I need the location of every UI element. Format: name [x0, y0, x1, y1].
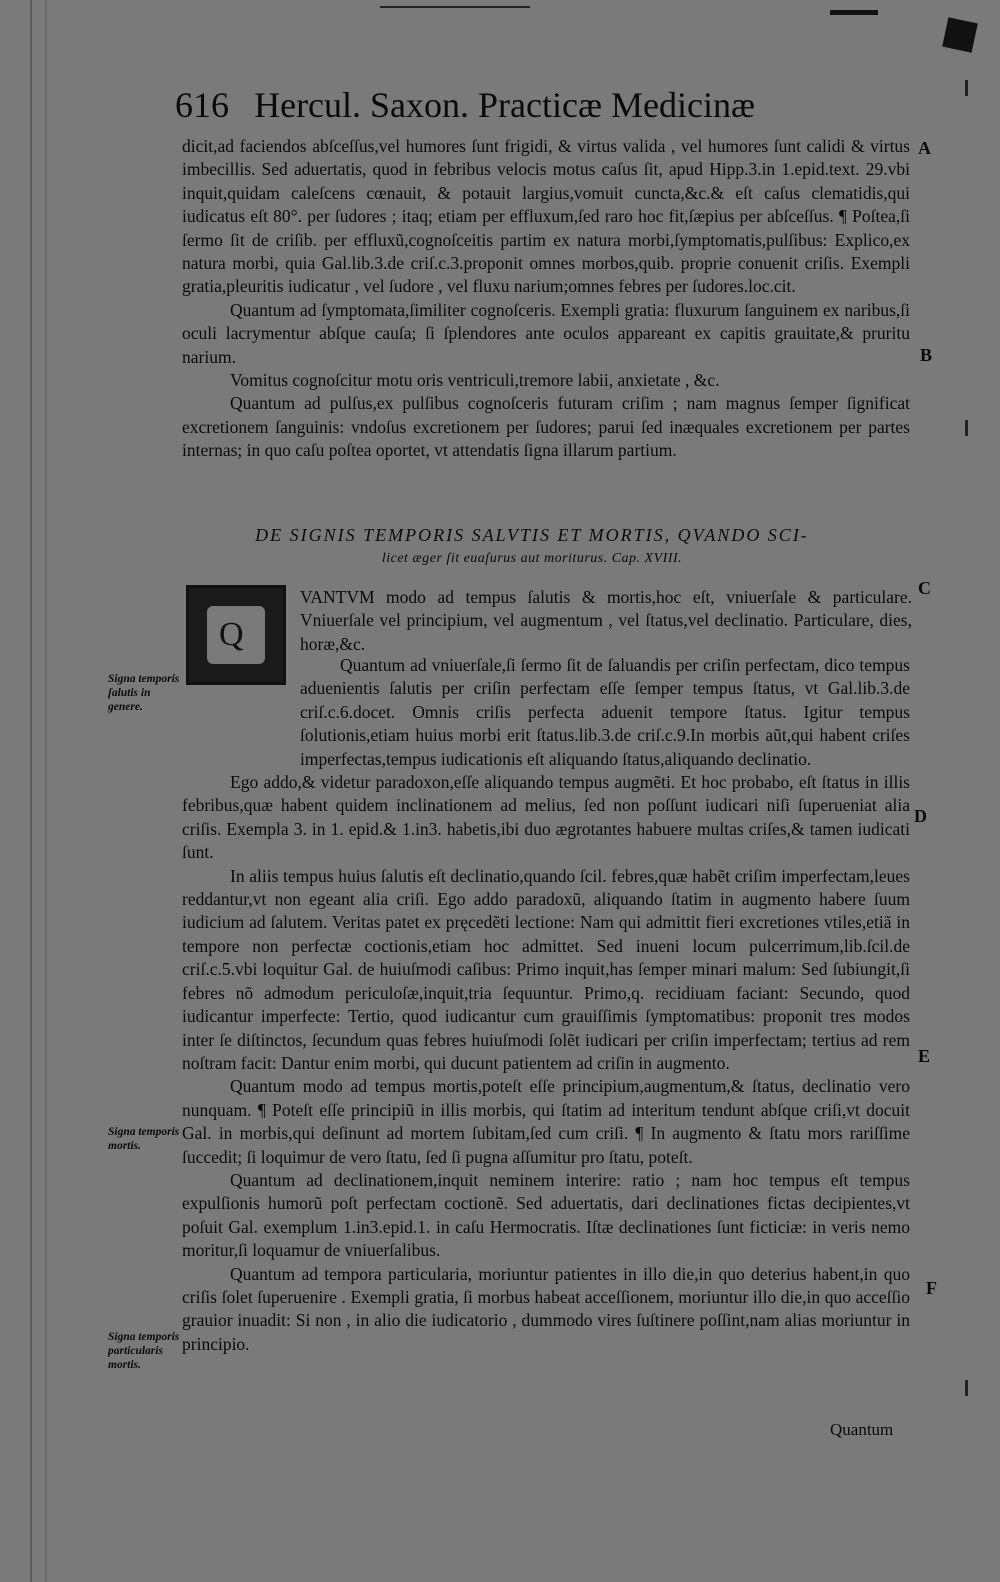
- paragraph: In aliis tempus huius ſalutis eſt declinatio,quando ſcil. febres,quæ habẽt criſim imperfectam,leues reddantur,vt non egeant alia criſi. Ego addo paradoxũ, aliquando ſtatim in augmento habere ſuum iudicium ad ſalutem. Veritas patet ex pręcedẽti lectione: Nam qui admittit fieri excretiones vtiles,etiã in tempore non perfectæ coctionis,etiam hoc admittet. Sed inueni locum pulcerrimum,lib.ſcil.de criſ.c.5.vbi loquitur Gal. de huiuſmodi caſibus: Primo inquit,has ſemper minari malum: Sed ſubiungit,ſi febres nõ admodum periculoſæ,inquit,tria ſequuntur. Primo,q. recidiuam faciant: Secundo, quod iudicantur imperfecte: Tertio, quod iudicantur cum grauiſſimis ſymptomatibus: proponit tres modos inter ſe diſtinctos, ſecundum quas febres huiuſmodi ſolẽt iudicari per criſin imperfectam; tertius ad rem noſtram facit: Dantur enim morbi, qui ducunt patientem ad criſin in augmento.: [182, 865, 910, 1073]
- paragraph: Quantum ad ſymptomata,ſimiliter cognoſceris. Exempli gratia: fluxurum ſanguinem ex naribus,ſi oculi lacrymentur abſque cauſa; ſi ſplendores ante oculos appareant ex capitis grauitate,& pruritu narium.: [182, 299, 910, 367]
- paragraph: Vomitus cognoſcitur motu oris ventriculi,tremore labii, anxietate , &c.: [230, 370, 720, 391]
- margin-note-particularis: Signa temporis particularis mortis.: [108, 1331, 180, 1371]
- running-title: Hercul. Saxon. Practicæ Medicinæ: [254, 85, 755, 125]
- text-block-a: [182, 135, 910, 463]
- ink-blot: [942, 17, 978, 53]
- paragraph: Quantum ad vniuerſale,ſi ſermo ſit de ſaluandis per criſin perfectam, dico tempus aduenientis ſalutis per criſin perfectam eſſe ſemper tempus ſtatus, vt Gal.lib.3.de criſ.c.6.docet. Omnis criſis perfecta aduenit tempore ſtatus. Igitur tempus ſolutionis,etiam huius morbi erit ſtatus.lib.3.de criſ.c.9.In morbis aũt,qui habent criſes imperfectas,tempus iudicationis eſt aliquando ſtatus,aliquando declinatio.: [300, 655, 910, 769]
- side-letter-c: C: [918, 578, 931, 598]
- side-letter-a: A: [918, 138, 931, 158]
- ink-mark: [830, 10, 878, 15]
- gutter-shadow-inner: [45, 0, 47, 1582]
- paragraph: Quantum ad pulſus,ex pulſibus cognoſceris futuram criſim ; nam magnus ſemper ſignificat excretionem ſanguinis: vndoſus excretionem per ſudores; parui ſed inæquales excretionem per partes internas; in quo caſu poſtea oportet, vt attendatis ſigna illarum partium.: [182, 393, 910, 461]
- edge-mark: [965, 80, 968, 96]
- chapter-title-line2: licet æger ſit euaſurus aut moriturus. Cap. XVIII.: [381, 551, 683, 566]
- text-block-c: [182, 654, 910, 1356]
- side-letter-b: B: [920, 345, 933, 365]
- side-letter-e: E: [918, 1046, 931, 1066]
- text-block-b: [300, 586, 912, 656]
- chapter-title-line1: DE SIGNIS TEMPORIS SALVTIS ET MORTIS, QVANDO SCI-: [255, 525, 809, 545]
- page-number: 616: [175, 85, 229, 125]
- paragraph: Quantum modo ad tempus mortis,poteſt eſſe principium,augmentum,& ſtatus, declinatio vero nunquam. ¶ Poteſt eſſe principiũ in illis morbis, qui ſtatim ad interitum tendunt abſque criſi,vt docuit Gal. in morbis,qui deſinunt ad mortem ſubitam,ſed cum criſi. ¶ In augmento & ſtatu mors rariſſime ſuccedit; ſi loquimur de vero ſtatu, ſed ſi pugna aſſumitur pro ſtatu, poteſt.: [182, 1076, 910, 1167]
- edge-mark: [965, 420, 968, 436]
- edge-mark: [965, 1380, 968, 1396]
- catchword: Quantum: [830, 1420, 894, 1439]
- side-letter-f: F: [926, 1278, 937, 1298]
- paragraph: VANTVM modo ad tempus ſalutis & mortis,hoc eſt, vniuerſale & particulare. Vniuerſale vel principium, vel augmentum , vel ſtatus,vel declinatio. Particulare, dies, horæ,&c.: [300, 587, 912, 654]
- paragraph: Quantum ad tempora particularia, moriuntur patientes in illo die,in quo deterius habent,in quo criſis ſolet ſuperuenire . Exempli gratia, ſi morbus habeat acceſſionem, moriuntur illo die,in quo acceſſio grauior inuadit: Si non , in alio die iudicatorio , dummodo vires ſuſtinere poſſint,nam alias moriuntur in principio.: [182, 1263, 910, 1354]
- running-header: [175, 84, 825, 134]
- chapter-title: [182, 524, 882, 570]
- top-rule: [380, 6, 530, 8]
- gutter-shadow: [30, 0, 32, 1582]
- side-letter-d: D: [914, 806, 927, 826]
- margin-note-mortis: Signa temporis mortis.: [108, 1126, 180, 1152]
- paragraph: Ego addo,& videtur paradoxon,eſſe aliquando tempus augmẽti. Et hoc probabo, eſt ſtatus in illis febribus,quæ habent quidem inclinationem ad melius, ſed non poſſunt iudicari niſi ſuperueniat alia criſis. Exempla 3. in 1. epid.& 1.in3. habetis,ibi duo ægrotantes habuere multas criſes,& tamen iudicati ſunt.: [182, 772, 910, 863]
- margin-note-salutis: Signa temporis ſalutis in genere.: [108, 673, 180, 713]
- paragraph: Quantum ad declinationem,inquit neminem interire: ratio ; nam hoc tempus eſt tempus expulſionis humorũ poſt perfectam coctionẽ. Sed aduertatis, dari declinationes fictas decipientes,vt poſuit Gal. exemplum 1.in3.epid.1. in caſu Hermocratis. Iſtæ declinationes ſunt ficticiæ: in veris nemo moritur,ſi loquamur de vniuerſalibus.: [182, 1169, 910, 1261]
- initial-letter: Q: [219, 616, 244, 653]
- paragraph: dicit,ad faciendos abſceſſus,vel humores ſunt frigidi, & virtus valida , vel humores ſunt calidi & virtus imbecillis. Sed aduertatis, quod in febribus velocis motus caſus ſit, apud Hipp.3.in 1.epid.text. 29.vbi inquit,quidam caleſcens cœnauit, & potauit largius,vomuit cuncta,&c.& eſt caſus clematidis,qui iudicatus eſt 80°. per ſudores ; itaq; etiam per effluxum,ſed raro hoc fit,ſæpius per abſceſſus. ¶ Poſtea,ſi ſermo ſit de criſib. per effluxũ,cognoſceitis partim ex natura morbi,ſymptomatis,pulſibus: Explico,ex natura morbi, quia Gal.lib.3.de criſ.c.3.proponit omnes morbos,quib. proprie conuenit criſis. Exempli gratia,pleuritis iudicatur , vel ſudore , vel fluxu narium;omnes febres per ſudores.loc.cit.: [182, 136, 910, 297]
